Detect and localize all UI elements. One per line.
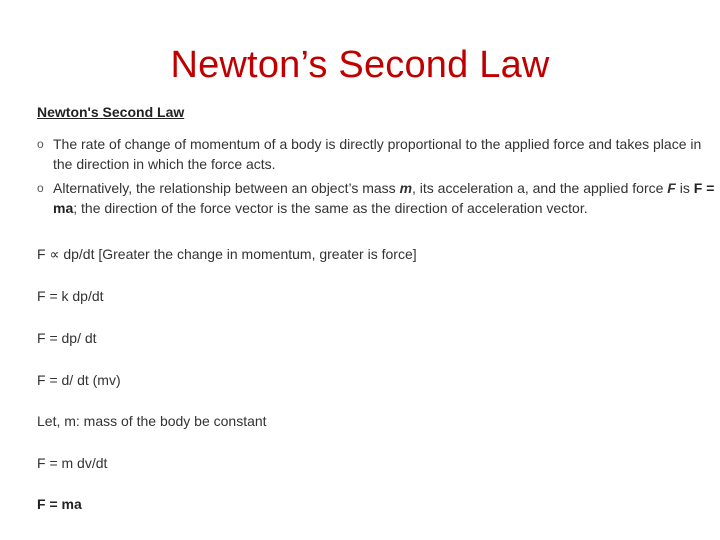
equation-line: F = k dp/dt bbox=[37, 288, 104, 304]
bullet-circle-icon: o bbox=[37, 181, 44, 195]
slide-title: Newton’s Second Law bbox=[170, 44, 550, 86]
bullet-list bbox=[37, 134, 720, 218]
bullet-text-part: is bbox=[675, 180, 694, 196]
mass-symbol: m bbox=[399, 180, 413, 196]
bullet-item bbox=[37, 178, 720, 218]
equation-line: F = d/ dt (mv) bbox=[37, 372, 121, 388]
equation-line: F = m dv/dt bbox=[37, 455, 108, 471]
slide-content bbox=[37, 100, 720, 512]
equation-line: F = dp/ dt bbox=[37, 330, 97, 346]
equation-result: F = ma bbox=[37, 496, 82, 512]
formula-inline: F = ma bbox=[53, 180, 715, 216]
bullet-item bbox=[37, 134, 720, 174]
bullet-text-part: ; the direction of the force vector is the same as the direction of acceleration vector. bbox=[73, 200, 588, 216]
content-heading: Newton's Second Law bbox=[37, 104, 185, 120]
bullet-text: The rate of change of momentum of a body is directly proportional to the applied force and takes place in the direction in which the force acts. bbox=[53, 136, 702, 172]
equation-line: F ∝ dp/dt [Greater the change in momentum, greater is force] bbox=[37, 246, 417, 262]
equation-line: Let, m: mass of the body be constant bbox=[37, 413, 267, 429]
bullet-text-part: Alternatively, the relationship between an object’s mass bbox=[53, 180, 400, 196]
bullet-text-part: , its acceleration a, and the applied force bbox=[412, 180, 668, 196]
force-symbol: F bbox=[667, 180, 676, 196]
bullet-circle-icon: o bbox=[37, 137, 44, 151]
